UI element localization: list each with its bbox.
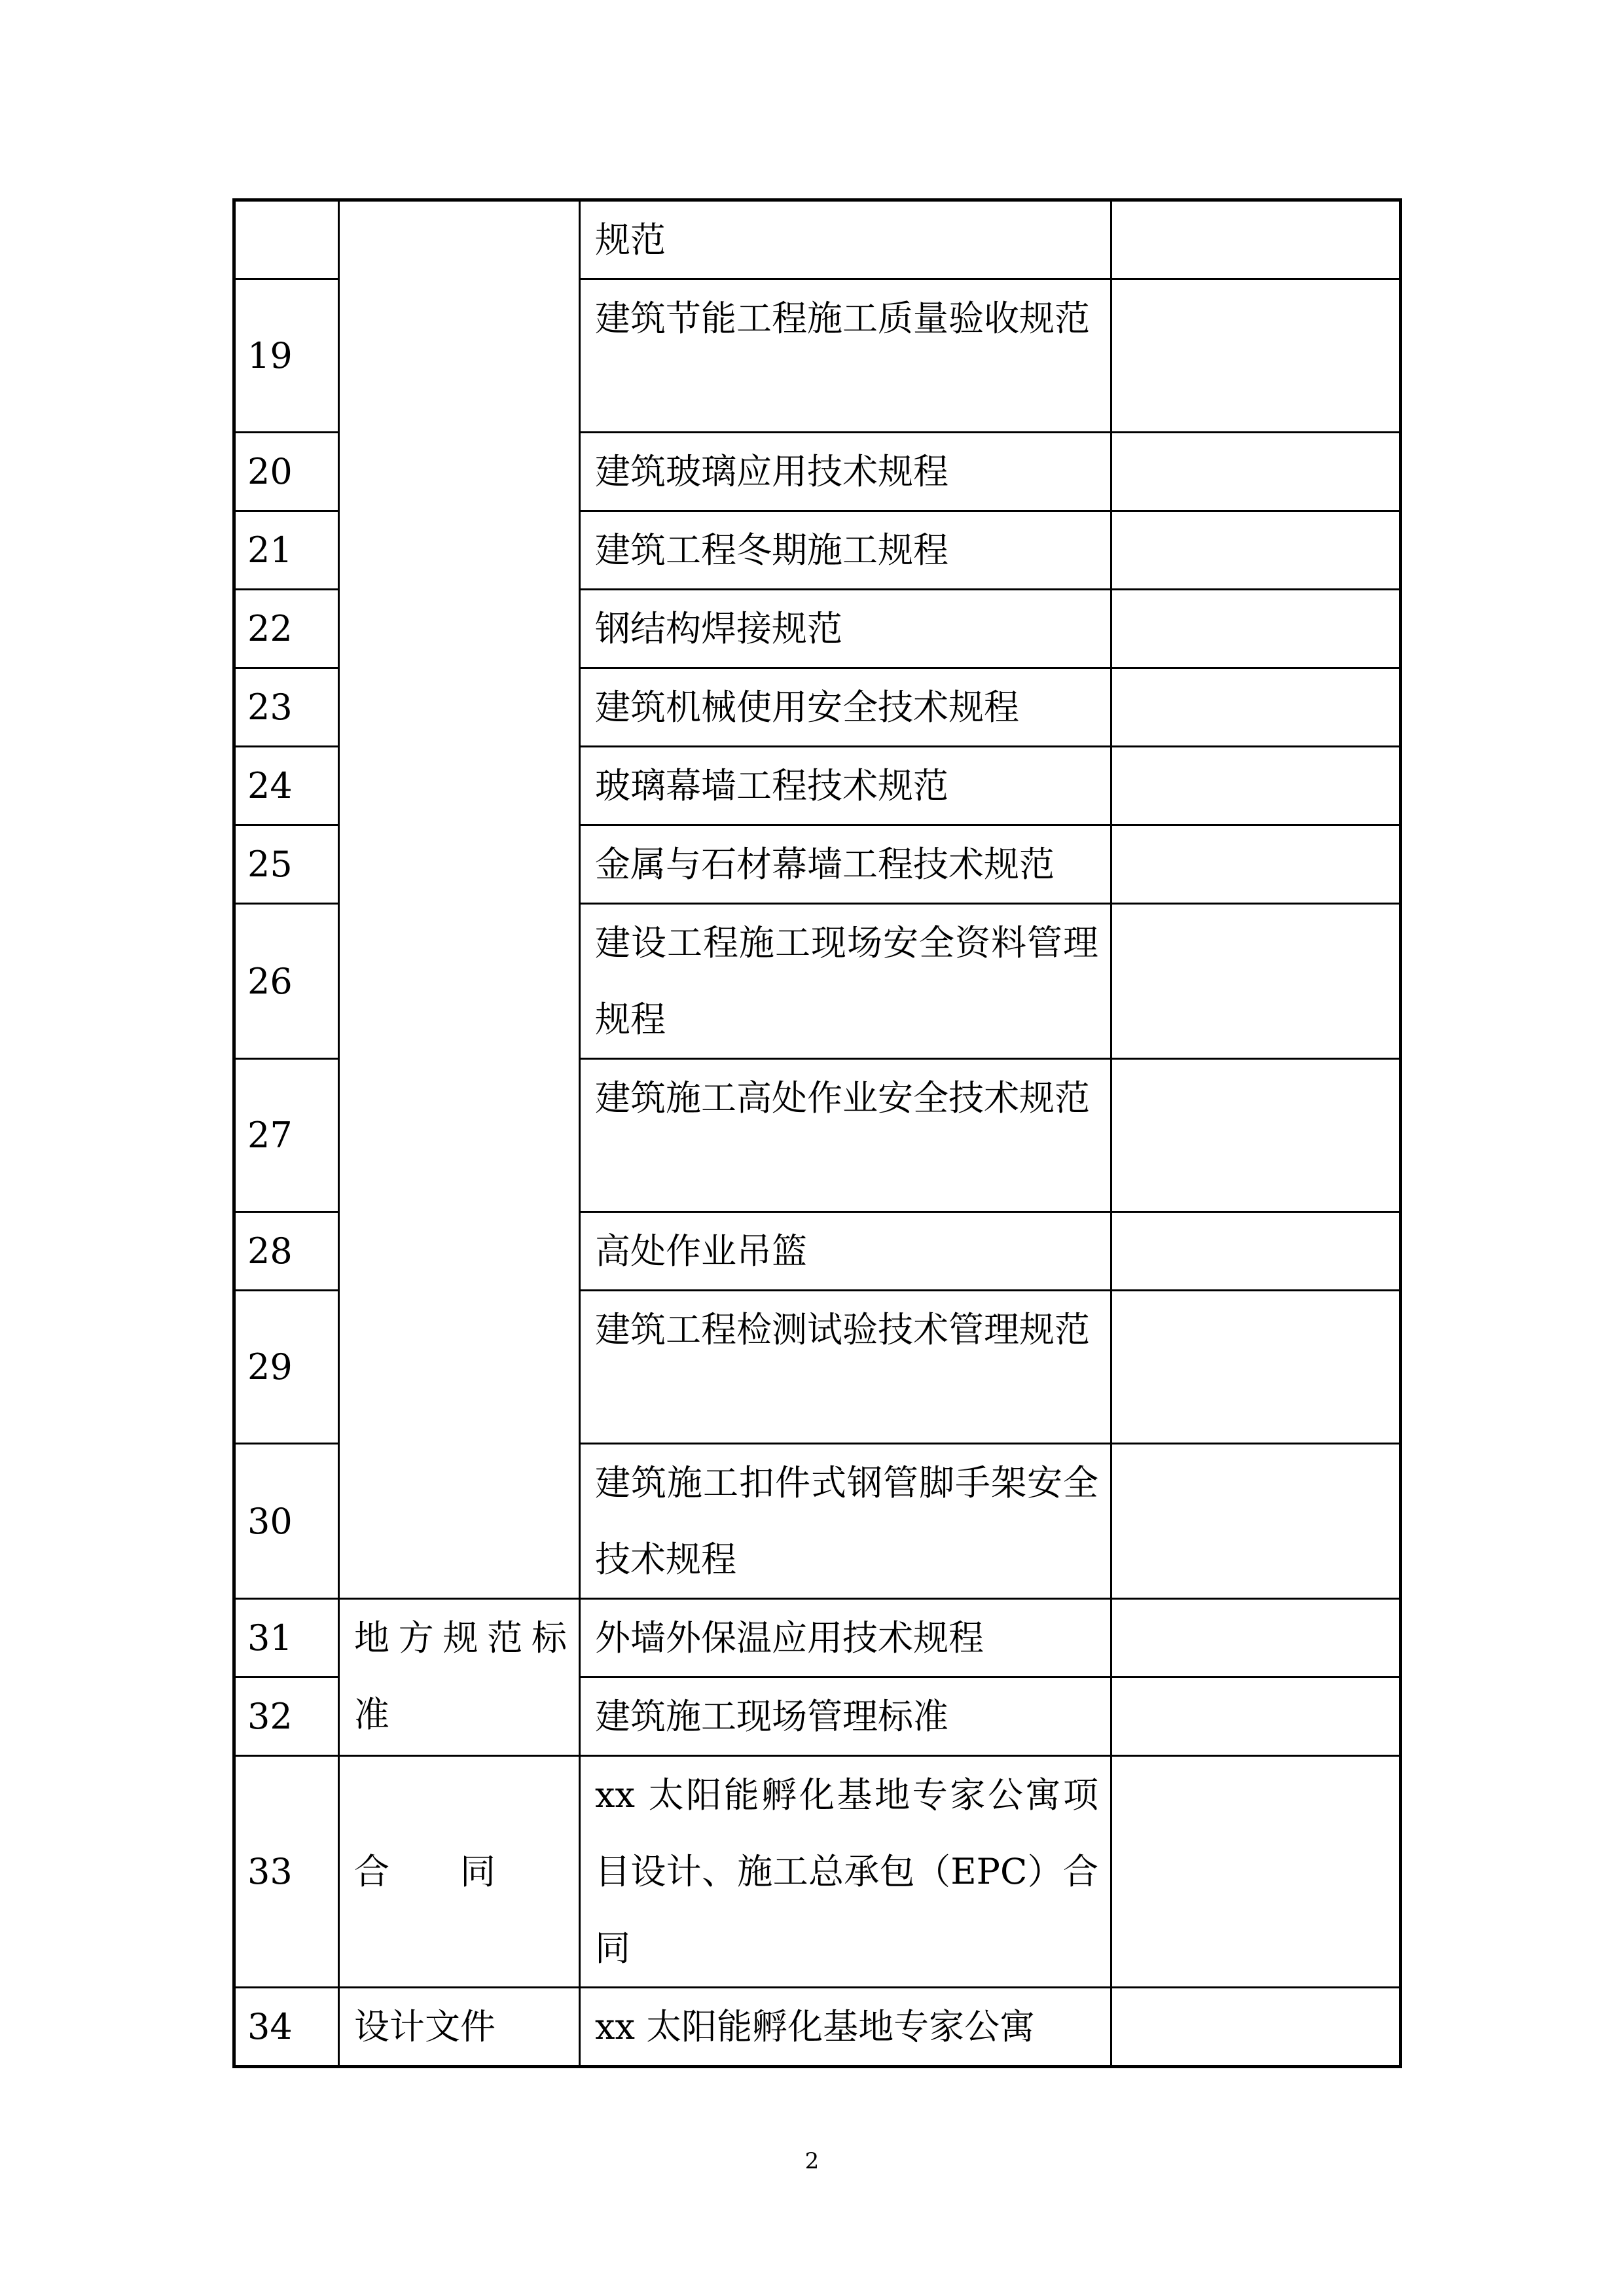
table-row [234, 1988, 1401, 2067]
table-row [234, 1756, 1401, 1988]
row-number: 31 [234, 1599, 339, 1677]
remark-cell [1111, 1756, 1401, 1988]
standard-name: 钢结构焊接规范 [580, 590, 1111, 668]
page-number: 2 [804, 2148, 820, 2174]
standard-name: xx 太阳能孵化基地专家公寓 [580, 1988, 1111, 2067]
row-number: 27 [234, 1059, 339, 1212]
row-number: 29 [234, 1291, 339, 1444]
standard-name: 建筑施工扣件式钢管脚手架安全技术规程 [580, 1444, 1111, 1599]
remark-cell [1111, 1988, 1401, 2067]
row-number: 28 [234, 1212, 339, 1291]
remark-cell [1111, 904, 1401, 1059]
standard-name: 建筑工程冬期施工规程 [580, 511, 1111, 590]
row-number [234, 200, 339, 279]
category-local-standards: 地方规范标准 [339, 1599, 580, 1756]
remark-cell [1111, 825, 1401, 904]
remark-cell [1111, 1212, 1401, 1291]
row-number: 24 [234, 747, 339, 825]
row-number: 32 [234, 1677, 339, 1756]
remark-cell [1111, 511, 1401, 590]
standard-name: 建筑节能工程施工质量验收规范 [580, 279, 1111, 433]
remark-cell [1111, 1291, 1401, 1444]
remark-cell [1111, 279, 1401, 433]
standard-name: 建筑机械使用安全技术规程 [580, 668, 1111, 747]
remark-cell [1111, 590, 1401, 668]
standard-name: 玻璃幕墙工程技术规范 [580, 747, 1111, 825]
row-number: 23 [234, 668, 339, 747]
row-number: 25 [234, 825, 339, 904]
remark-cell [1111, 747, 1401, 825]
row-number: 21 [234, 511, 339, 590]
remark-cell [1111, 668, 1401, 747]
category-cell-empty [339, 200, 580, 1599]
standard-name: 高处作业吊篮 [580, 1212, 1111, 1291]
row-number: 33 [234, 1756, 339, 1988]
row-number: 34 [234, 1988, 339, 2067]
standard-name: 建筑施工高处作业安全技术规范 [580, 1059, 1111, 1212]
row-number: 26 [234, 904, 339, 1059]
row-number: 30 [234, 1444, 339, 1599]
standard-name: 建筑玻璃应用技术规程 [580, 433, 1111, 511]
standard-name: 建设工程施工现场安全资料管理规程 [580, 904, 1111, 1059]
standard-name: 规范 [580, 200, 1111, 279]
remark-cell [1111, 433, 1401, 511]
table-row [234, 200, 1401, 279]
standard-name: 金属与石材幕墙工程技术规范 [580, 825, 1111, 904]
table-row [234, 1599, 1401, 1677]
standard-name: 外墙外保温应用技术规程 [580, 1599, 1111, 1677]
row-number: 22 [234, 590, 339, 668]
remark-cell [1111, 1059, 1401, 1212]
remark-cell [1111, 1444, 1401, 1599]
row-number: 19 [234, 279, 339, 433]
remark-cell [1111, 1677, 1401, 1756]
standard-name: 建筑施工现场管理标准 [580, 1677, 1111, 1756]
row-number: 20 [234, 433, 339, 511]
category-contract: 合 同 [339, 1756, 580, 1988]
standard-name: 建筑工程检测试验技术管理规范 [580, 1291, 1111, 1444]
standards-table [232, 198, 1402, 2068]
remark-cell [1111, 1599, 1401, 1677]
remark-cell [1111, 200, 1401, 279]
category-design-documents: 设计文件 [339, 1988, 580, 2067]
standard-name: xx 太阳能孵化基地专家公寓项目设计、施工总承包（EPC）合同 [580, 1756, 1111, 1988]
